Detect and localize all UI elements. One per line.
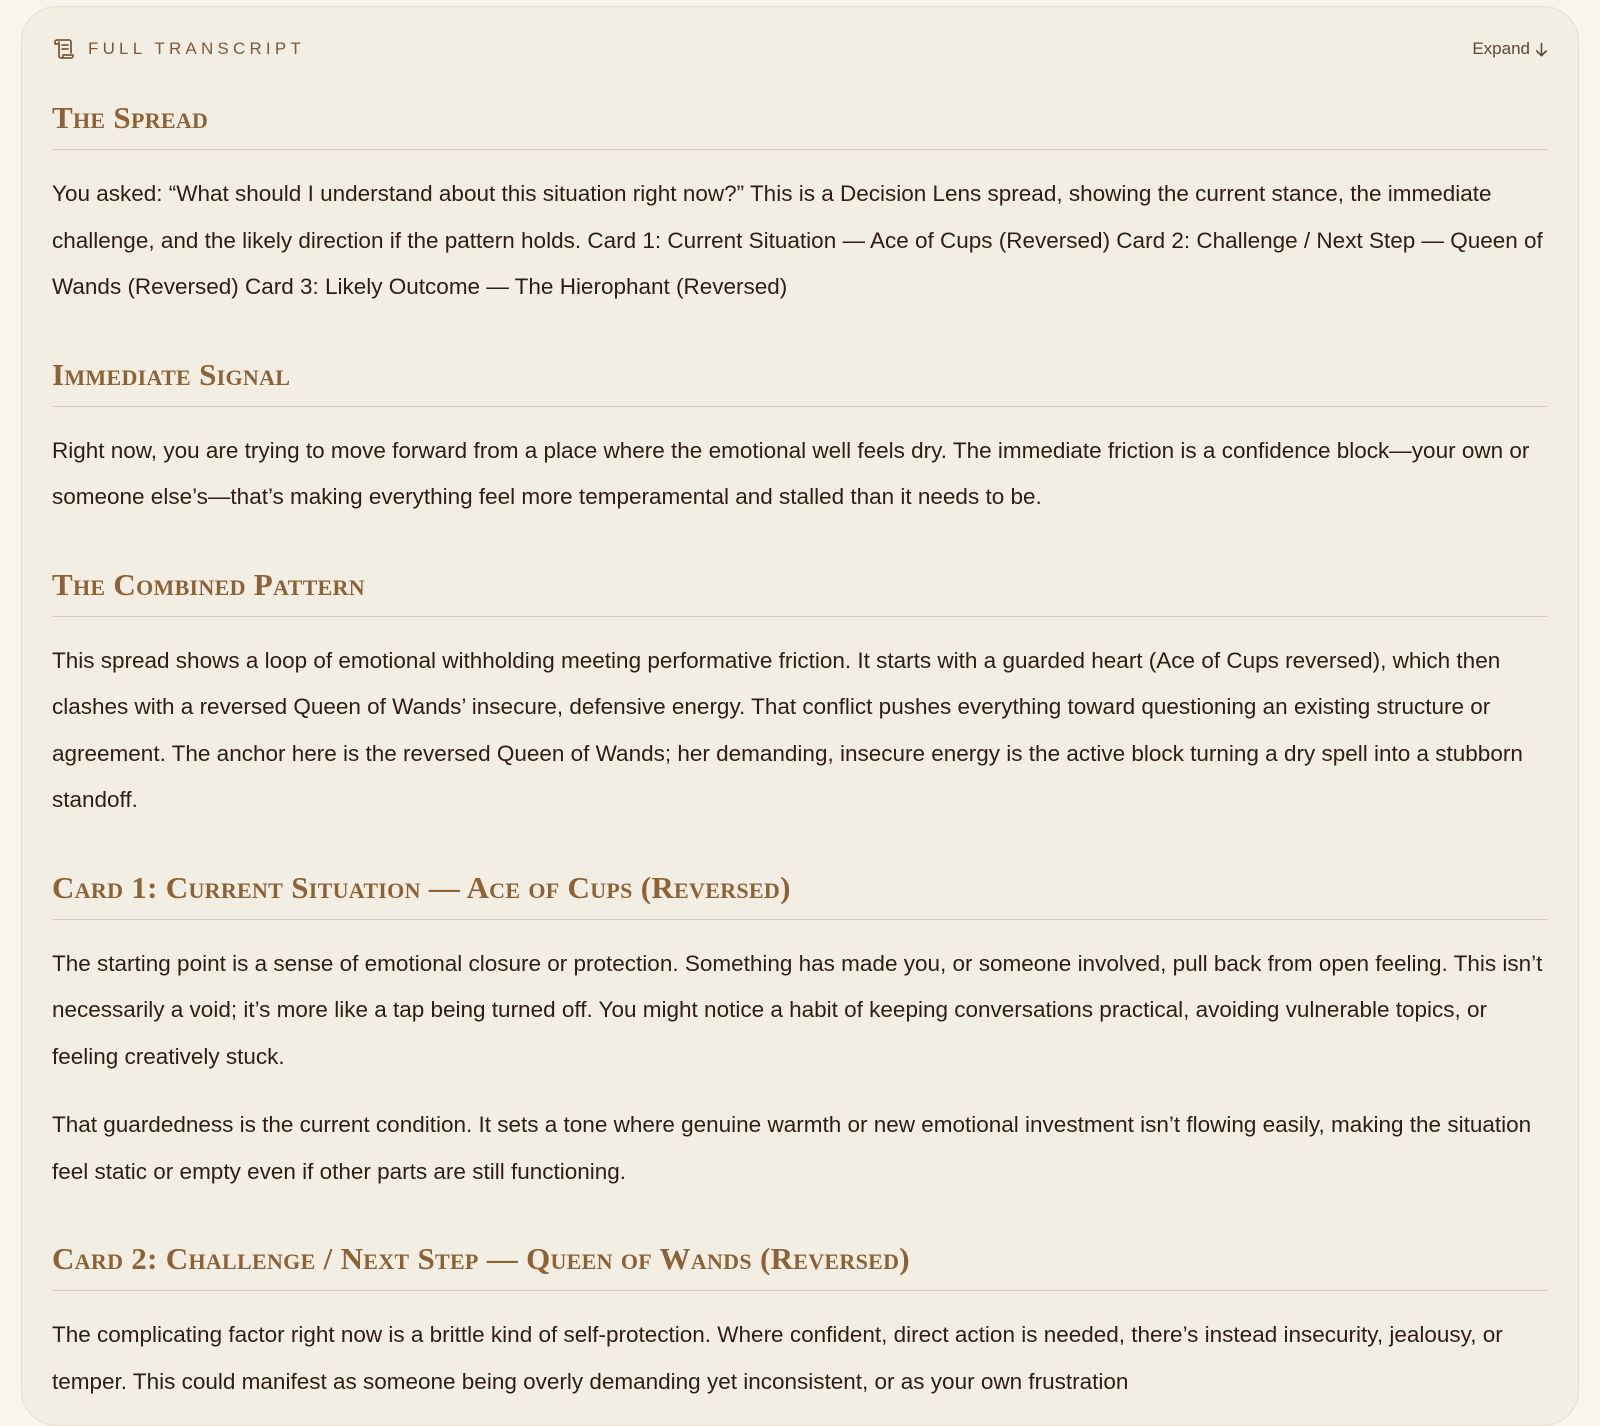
- section-heading: Card 1: Current Situation — Ace of Cups (Reversed): [52, 869, 1548, 920]
- expand-button[interactable]: [1472, 37, 1548, 61]
- transcript-panel: [21, 6, 1579, 1426]
- section-heading: Immediate Signal: [52, 356, 1548, 407]
- transcript-content: [52, 99, 1548, 1405]
- section-paragraph: Right now, you are trying to move forward from a place where the emotional well feels dry. The immediate friction is a confidence block—your own or someone else’s—that’s making everything feel more temperamental and stalled than it needs to be.: [52, 437, 1530, 509]
- section-paragraph: The complicating factor right now is a brittle kind of self-protection. Where confident, direct action is needed, there’s instead insecurity, jealousy, or temper. This could manifest as someone being overly demanding yet inconsistent, or as your own frustration: [52, 1322, 1503, 1394]
- section-heading: Card 2: Challenge / Next Step — Queen of Wands (Reversed): [52, 1240, 1548, 1291]
- section-paragraph: That guardedness is the current condition. It sets a tone where genuine warmth or new emotional investment isn’t flowing easily, making the situation feel static or empty even if other parts are still functioning.: [52, 1112, 1532, 1184]
- section-combined-pattern: [52, 566, 1548, 824]
- section-card-2: [52, 1240, 1548, 1405]
- section-card-1: [52, 869, 1548, 1196]
- section-heading: The Combined Pattern: [52, 566, 1548, 617]
- transcript-title: FULL TRANSCRIPT: [88, 39, 305, 58]
- scroll-icon: [52, 37, 76, 61]
- section-paragraph: This spread shows a loop of emotional withholding meeting performative friction. It starts with a guarded heart (Ace of Cups reversed), which then clashes with a reversed Queen of Wands’ insecure, defensive energy. That conflict pushes everything toward questioning an existing structure or agreement. The anchor here is the reversed Queen of Wands; her demanding, insecure energy is the active block turning a dry spell into a stubborn standoff.: [52, 647, 1523, 812]
- section-the-spread: [52, 99, 1548, 311]
- transcript-header: [52, 37, 1548, 65]
- expand-label: Expand: [1472, 39, 1530, 58]
- section-heading: The Spread: [52, 99, 1548, 150]
- section-paragraph: You asked: “What should I understand about this situation right now?” This is a Decision Lens spread, showing the current stance, the immediate challenge, and the likely direction if the pattern holds. Card 1: Current Situation — Ace of Cups (Reversed) Card 2: Challenge / Next Step — Queen of Wands (Reversed) Card 3: Likely Outcome — The Hierophant (Reversed): [52, 181, 1543, 299]
- section-immediate-signal: [52, 356, 1548, 521]
- arrow-down-icon: [1535, 42, 1548, 57]
- section-paragraph: The starting point is a sense of emotional closure or protection. Something has made you, or someone involved, pull back from open feeling. This isn’t necessarily a void; it’s more like a tap being turned off. You might notice a habit of keeping conversations practical, avoiding vulnerable topics, or feeling creatively stuck.: [52, 950, 1543, 1069]
- transcript-title-group: [52, 37, 305, 61]
